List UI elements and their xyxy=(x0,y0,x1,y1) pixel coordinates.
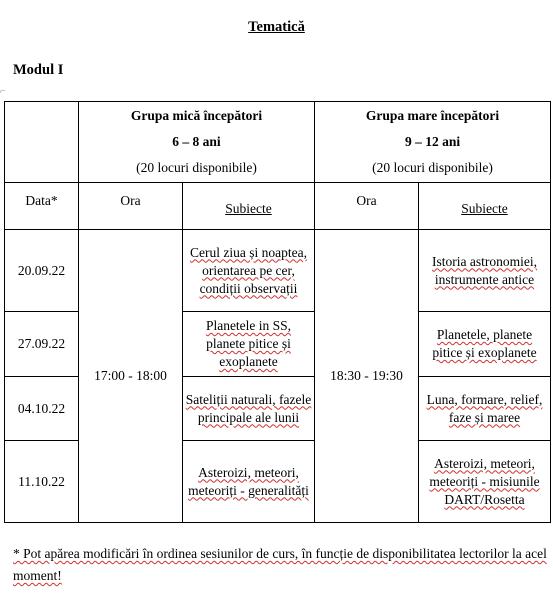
group-small-places: (20 locuri disponibile) xyxy=(136,160,257,175)
time-header-big: Ora xyxy=(315,183,419,230)
module-heading: Modul I xyxy=(13,62,64,78)
group-big-name: Grupa mare începători xyxy=(365,108,500,123)
group-small-name: Grupa mică începători xyxy=(130,108,263,123)
subject-cell-big: Luna, formare, relief, faze și maree xyxy=(419,377,551,441)
subject-cell-small: Cerul ziua și noaptea, orientarea pe cer, condiții observații xyxy=(183,230,315,312)
subject-cell-small: Sateliții naturali, fazele principale ale lunii xyxy=(183,377,315,441)
date-cell: 04.10.22 xyxy=(5,377,79,441)
subject-cell-small: Planetele in SS, planete pitice și exoplanete xyxy=(183,312,315,377)
subject-cell-big: Istoria astronomiei, instrumente antice xyxy=(419,230,551,312)
date-header: Data* xyxy=(5,183,79,230)
footnote: * Pot apărea modificări în ordinea sesiunilor de curs, în funcție de disponibilitatea lectorilor la acel moment! xyxy=(13,546,547,583)
time-cell-big: 18:30 - 19:30 xyxy=(315,230,419,523)
group-big-ages: 9 – 12 ani xyxy=(404,134,461,149)
time-cell-small: 17:00 - 18:00 xyxy=(79,230,183,523)
subject-cell-big: Planetele, planete pitice și exoplanete xyxy=(419,312,551,377)
subject-cell-big: Asteroizi, meteori, meteoriți - misiunile DART/Rosetta xyxy=(419,441,551,523)
group-small-ages: 6 – 8 ani xyxy=(172,134,221,149)
group-header-row xyxy=(5,102,551,183)
group-big-places: (20 locuri disponibile) xyxy=(372,160,493,175)
subjects-header-big: Subiecte xyxy=(419,183,551,230)
table-row xyxy=(5,230,551,312)
date-cell: 27.09.22 xyxy=(5,312,79,377)
anchor-marker: ⌐ xyxy=(0,86,6,97)
subject-cell-small: Asteroizi, meteori, meteoriți - generalități xyxy=(183,441,315,523)
subjects-header-small: Subiecte xyxy=(183,183,315,230)
schedule-table xyxy=(4,101,551,523)
date-cell: 11.10.22 xyxy=(5,441,79,523)
group-big-header xyxy=(315,102,551,183)
time-header-small: Ora xyxy=(79,183,183,230)
group-small-header xyxy=(79,102,315,183)
column-header-row xyxy=(5,183,551,230)
page-title: Tematică xyxy=(248,19,305,35)
empty-corner-cell xyxy=(5,102,79,183)
date-cell: 20.09.22 xyxy=(5,230,79,312)
